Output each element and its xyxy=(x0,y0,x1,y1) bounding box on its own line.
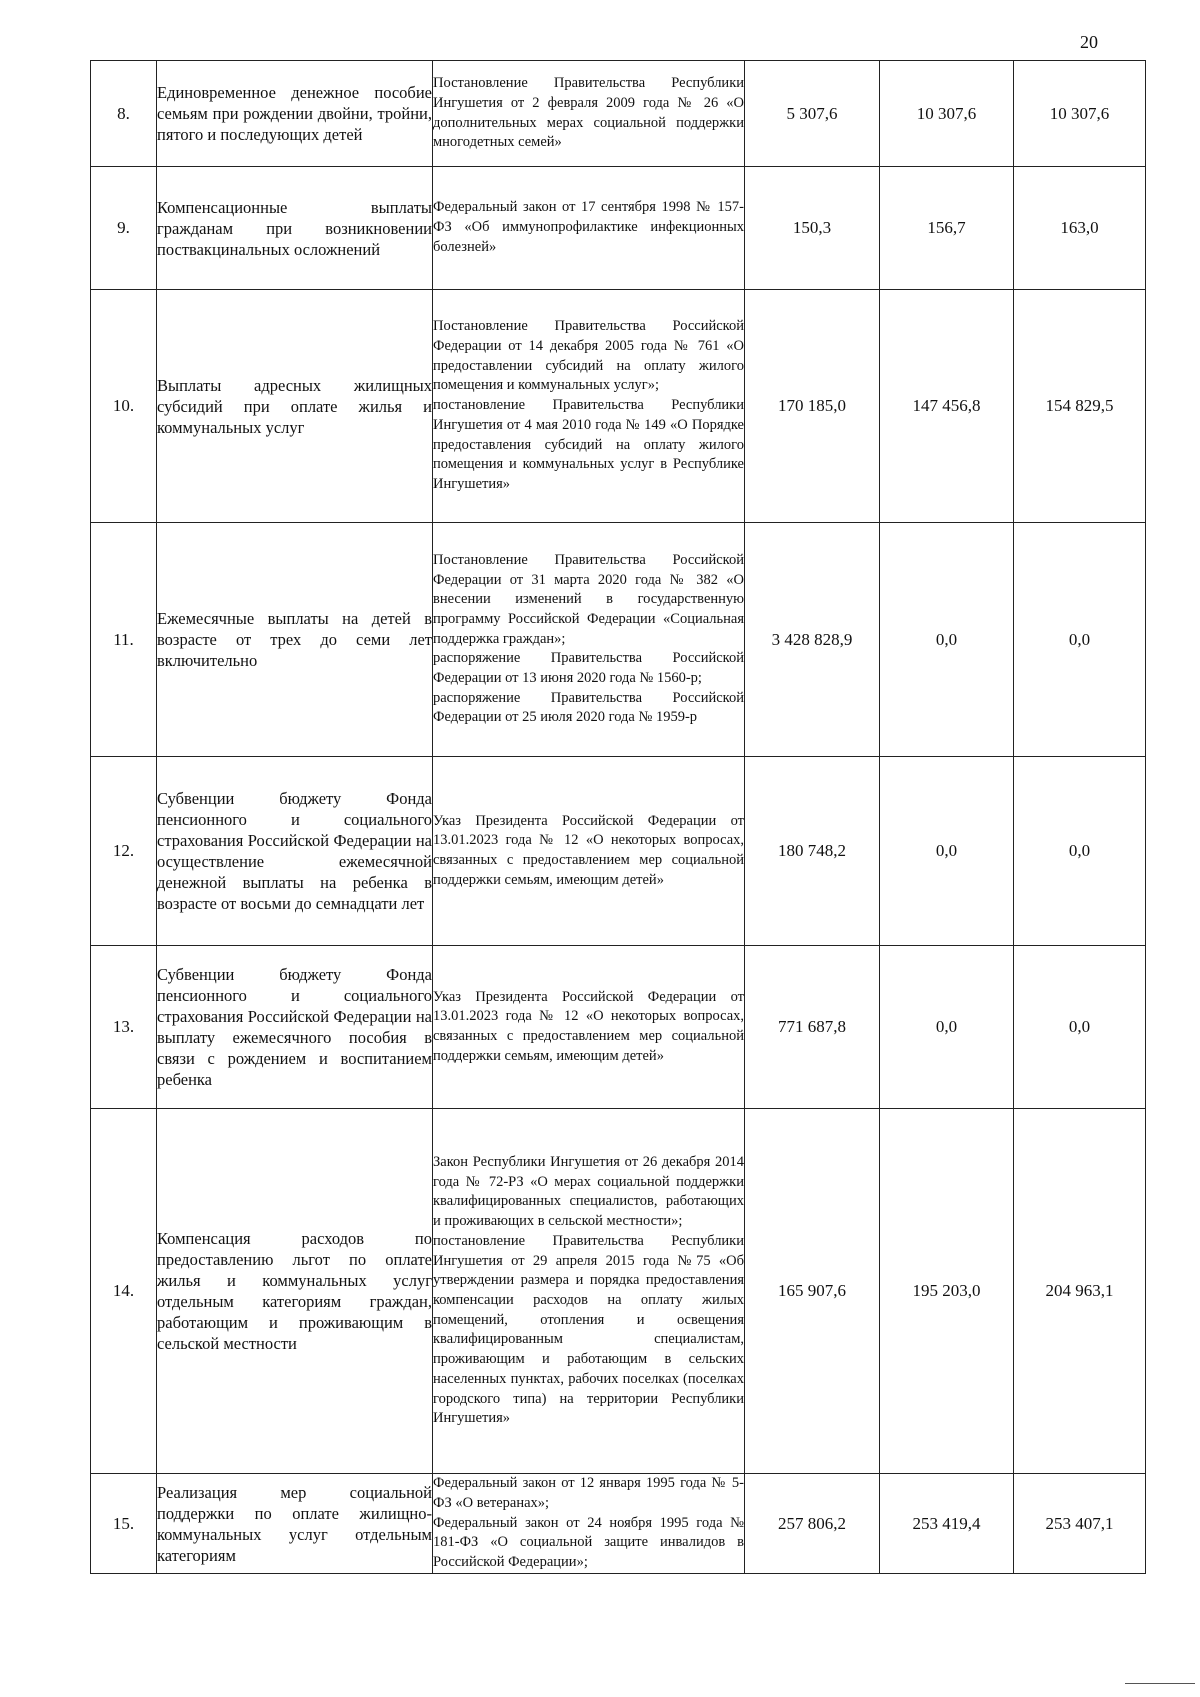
value-year-1: 150,3 xyxy=(745,167,880,290)
value-year-2: 0,0 xyxy=(880,946,1014,1109)
measure-name: Компенсация расходов по предоставлению льгот по оплате жилья и коммунальных услуг отдельным категориям граждан, работающим и проживающим в сельской местности xyxy=(157,1109,433,1474)
value-year-3: 204 963,1 xyxy=(1014,1109,1146,1474)
footer-rule xyxy=(1125,1683,1195,1684)
table-row xyxy=(91,290,1146,523)
legal-basis: Постановление Правительства Российской Федерации от 31 марта 2020 года № 382 «О внесении изменений в государственную программу Российской Федерации «Социальная поддержка граждан»; распоряжение Правительства Российской Федерации от 13 июня 2020 года № 1560-р; распоряжение Правительства Российской Федерации от 25 июля 2020 года № 1959-р xyxy=(433,523,745,757)
measure-name: Единовременное денежное пособие семьям при рождении двойни, тройни, пятого и последующих детей xyxy=(157,61,433,167)
value-year-1: 771 687,8 xyxy=(745,946,880,1109)
row-number: 15. xyxy=(91,1474,157,1574)
value-year-1: 257 806,2 xyxy=(745,1474,880,1574)
row-number: 14. xyxy=(91,1109,157,1474)
value-year-2: 10 307,6 xyxy=(880,61,1014,167)
table-row xyxy=(91,523,1146,757)
row-number: 9. xyxy=(91,167,157,290)
value-year-1: 165 907,6 xyxy=(745,1109,880,1474)
legal-basis: Постановление Правительства Республики Ингушетия от 2 февраля 2009 года № 26 «О дополнительных мерах социальной поддержки многодетных семей» xyxy=(433,61,745,167)
legal-basis: Закон Республики Ингушетия от 26 декабря 2014 года № 72-РЗ «О мерах социальной поддержки квалифицированных специалистов, работающих и проживающих в сельской местности»; постановление Правительства Республики Ингушетия от 29 апреля 2015 года №75 «Об утверждении размера и порядка предоставления компенсации расходов на оплату жилых помещений, отопления и освещения квалифицированным специалистам, проживающим и работающим в сельских населенных пунктах, рабочих поселках (поселках городского типа) на территории Республики Ингушетия» xyxy=(433,1109,745,1474)
value-year-2: 0,0 xyxy=(880,523,1014,757)
legal-basis: Федеральный закон от 12 января 1995 года № 5-ФЗ «О ветеранах»; Федеральный закон от 24 ноября 1995 года № 181-ФЗ «О социальной защите инвалидов в Российской Федерации»; xyxy=(433,1474,745,1574)
table-row xyxy=(91,167,1146,290)
table-row xyxy=(91,1474,1146,1574)
value-year-3: 154 829,5 xyxy=(1014,290,1146,523)
measure-name: Выплаты адресных жилищных субсидий при оплате жилья и коммунальных услуг xyxy=(157,290,433,523)
measure-name: Ежемесячные выплаты на детей в возрасте от трех до семи лет включительно xyxy=(157,523,433,757)
table-row xyxy=(91,61,1146,167)
table-row xyxy=(91,757,1146,946)
value-year-2: 195 203,0 xyxy=(880,1109,1014,1474)
measure-name: Субвенции бюджету Фонда пенсионного и социального страхования Российской Федерации на осуществление ежемесячной денежной выплаты на ребенка в возрасте от восьми до семнадцати лет xyxy=(157,757,433,946)
row-number: 10. xyxy=(91,290,157,523)
value-year-1: 3 428 828,9 xyxy=(745,523,880,757)
value-year-1: 170 185,0 xyxy=(745,290,880,523)
measure-name: Реализация мер социальной поддержки по оплате жилищно-коммунальных услуг отдельным категориям xyxy=(157,1474,433,1574)
value-year-3: 0,0 xyxy=(1014,757,1146,946)
value-year-3: 10 307,6 xyxy=(1014,61,1146,167)
value-year-2: 0,0 xyxy=(880,757,1014,946)
value-year-1: 5 307,6 xyxy=(745,61,880,167)
value-year-2: 156,7 xyxy=(880,167,1014,290)
legal-basis: Указ Президента Российской Федерации от 13.01.2023 года № 12 «О некоторых вопросах, связанных с предоставлением мер социальной поддержки семьям, имеющим детей» xyxy=(433,757,745,946)
row-number: 13. xyxy=(91,946,157,1109)
value-year-3: 163,0 xyxy=(1014,167,1146,290)
legal-basis: Указ Президента Российской Федерации от 13.01.2023 года № 12 «О некоторых вопросах, связанных с предоставлением мер социальной поддержки семьям, имеющим детей» xyxy=(433,946,745,1109)
benefits-table xyxy=(90,60,1146,1574)
row-number: 11. xyxy=(91,523,157,757)
measure-name: Субвенции бюджету Фонда пенсионного и социального страхования Российской Федерации на выплату ежемесячного пособия в связи с рождением и воспитанием ребенка xyxy=(157,946,433,1109)
row-number: 12. xyxy=(91,757,157,946)
value-year-3: 253 407,1 xyxy=(1014,1474,1146,1574)
value-year-2: 147 456,8 xyxy=(880,290,1014,523)
table-row xyxy=(91,946,1146,1109)
legal-basis: Постановление Правительства Российской Федерации от 14 декабря 2005 года № 761 «О предоставлении субсидий на оплату жилого помещения и коммунальных услуг»; постановление Правительства Республики Ингушетия от 4 мая 2010 года № 149 «О Порядке предоставления субсидий на оплату жилого помещения и коммунальных услуг в Республике Ингушетия» xyxy=(433,290,745,523)
value-year-1: 180 748,2 xyxy=(745,757,880,946)
value-year-3: 0,0 xyxy=(1014,946,1146,1109)
measure-name: Компенсационные выплаты гражданам при возникновении поствакцинальных осложнений xyxy=(157,167,433,290)
page-number: 20 xyxy=(1080,32,1098,52)
value-year-3: 0,0 xyxy=(1014,523,1146,757)
row-number: 8. xyxy=(91,61,157,167)
value-year-2: 253 419,4 xyxy=(880,1474,1014,1574)
table-row xyxy=(91,1109,1146,1474)
legal-basis: Федеральный закон от 17 сентября 1998 № 157-ФЗ «Об иммунопрофилактике инфекционных болезней» xyxy=(433,167,745,290)
